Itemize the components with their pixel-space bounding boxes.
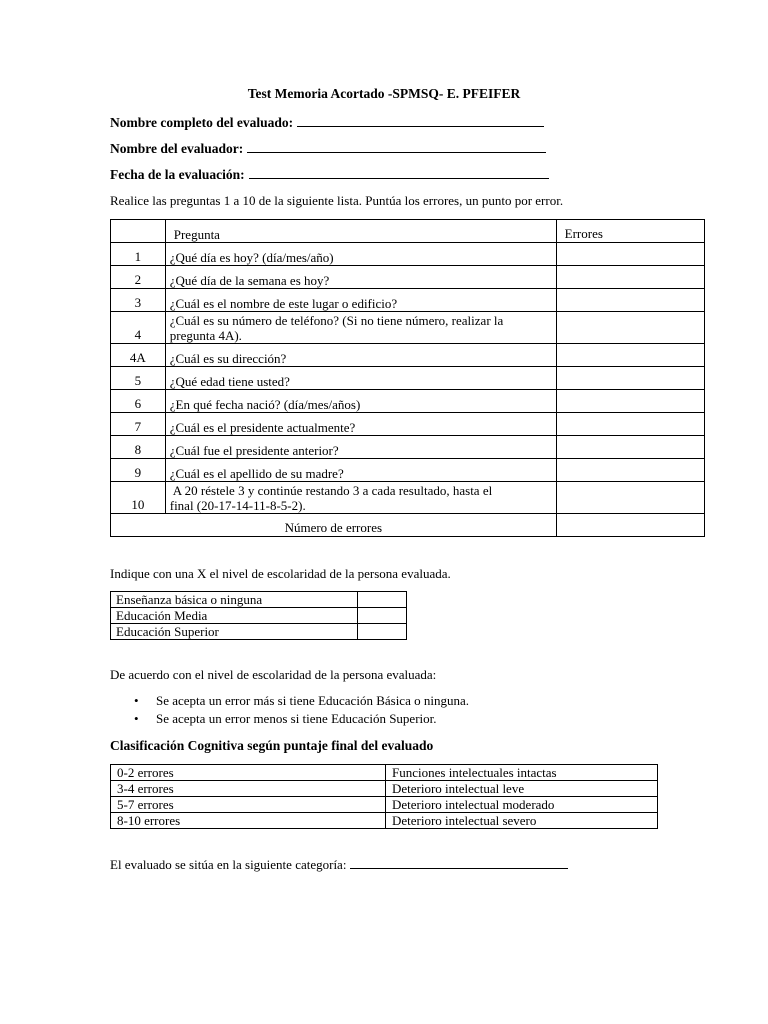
errors-cell[interactable] bbox=[556, 390, 704, 413]
errors-cell[interactable] bbox=[556, 344, 704, 367]
list-item bbox=[110, 692, 469, 710]
error-range: 0-2 errores bbox=[111, 765, 386, 781]
question-text bbox=[165, 413, 556, 436]
question-line: ¿Cuál fue el presidente anterior? bbox=[169, 443, 339, 458]
cognitive-result: Funciones intelectuales intactas bbox=[386, 765, 658, 781]
blank-line[interactable] bbox=[297, 114, 544, 127]
education-level: Educación Media bbox=[111, 608, 358, 624]
blank-line[interactable] bbox=[249, 166, 549, 179]
education-mark-cell[interactable] bbox=[358, 608, 407, 624]
cognitive-result: Deterioro intelectual severo bbox=[386, 813, 658, 829]
errors-cell[interactable] bbox=[556, 367, 704, 390]
question-line: final (20-17-14-11-8-5-2). bbox=[169, 498, 306, 513]
cognitive-result: Deterioro intelectual moderado bbox=[386, 797, 658, 813]
bullet-icon: • bbox=[134, 711, 139, 726]
table-row bbox=[111, 390, 705, 413]
education-level: Educación Superior bbox=[111, 624, 358, 640]
table-row bbox=[111, 367, 705, 390]
table-row bbox=[111, 608, 407, 624]
table-header-row bbox=[111, 220, 705, 243]
question-line: A 20 réstele 3 y continúe restando 3 a cada resultado, hasta el bbox=[172, 483, 493, 498]
field-fecha-evaluacion bbox=[110, 166, 549, 183]
question-text bbox=[165, 367, 556, 390]
errors-cell[interactable] bbox=[556, 436, 704, 459]
errors-cell[interactable] bbox=[556, 312, 704, 344]
question-number: 9 bbox=[111, 459, 166, 482]
bullet-icon: • bbox=[134, 693, 139, 708]
errors-cell[interactable] bbox=[556, 289, 704, 312]
header-pregunta: Pregunta bbox=[165, 220, 556, 243]
education-mark-cell[interactable] bbox=[358, 592, 407, 608]
question-line: ¿Qué día de la semana es hoy? bbox=[169, 273, 330, 288]
blank-line[interactable] bbox=[350, 856, 568, 869]
field-nombre-evaluador bbox=[110, 140, 546, 157]
error-range: 5-7 errores bbox=[111, 797, 386, 813]
question-number: 4 bbox=[111, 312, 166, 344]
table-row bbox=[111, 781, 658, 797]
errors-cell[interactable] bbox=[556, 266, 704, 289]
errors-cell[interactable] bbox=[556, 459, 704, 482]
question-number: 7 bbox=[111, 413, 166, 436]
list-item bbox=[110, 710, 469, 728]
table-row bbox=[111, 482, 705, 514]
field-label: Nombre del evaluador: bbox=[110, 141, 244, 156]
question-number: 8 bbox=[111, 436, 166, 459]
question-text bbox=[165, 266, 556, 289]
final-category-label: El evaluado se sitúa en la siguiente categoría: bbox=[110, 857, 347, 872]
table-row bbox=[111, 413, 705, 436]
question-text bbox=[165, 243, 556, 266]
education-mark-cell[interactable] bbox=[358, 624, 407, 640]
question-text bbox=[165, 459, 556, 482]
instructions: Realice las preguntas 1 a 10 de la siguiente lista. Puntúa los errores, un punto por error. bbox=[110, 193, 564, 208]
question-number: 5 bbox=[111, 367, 166, 390]
classification-title: Clasificación Cognitiva según puntaje final del evaluado bbox=[110, 738, 434, 753]
table-row bbox=[111, 344, 705, 367]
adjust-rules-list bbox=[110, 692, 469, 728]
total-errors-label: Número de errores bbox=[111, 514, 557, 537]
question-number: 2 bbox=[111, 266, 166, 289]
question-line: ¿Qué edad tiene usted? bbox=[169, 374, 290, 389]
blank-line[interactable] bbox=[247, 140, 546, 153]
question-line: pregunta 4A). bbox=[169, 328, 242, 343]
question-line: ¿Cuál es el presidente actualmente? bbox=[169, 420, 356, 435]
table-row bbox=[111, 765, 658, 781]
document-title: Test Memoria Acortado -SPMSQ- E. PFEIFER bbox=[247, 86, 521, 101]
question-line: ¿Cuál es el nombre de este lugar o edificio? bbox=[169, 296, 398, 311]
header-errores: Errores bbox=[556, 220, 704, 243]
question-text bbox=[165, 482, 556, 514]
table-row bbox=[111, 459, 705, 482]
table-row bbox=[111, 592, 407, 608]
errors-cell[interactable] bbox=[556, 243, 704, 266]
classification-table bbox=[110, 764, 658, 829]
question-text bbox=[165, 312, 556, 344]
question-text bbox=[165, 289, 556, 312]
education-level: Enseñanza básica o ninguna bbox=[111, 592, 358, 608]
field-nombre-evaluado bbox=[110, 114, 544, 131]
education-prompt: Indique con una X el nivel de escolaridad de la persona evaluada. bbox=[110, 566, 451, 581]
table-row bbox=[111, 797, 658, 813]
table-row bbox=[111, 813, 658, 829]
question-text bbox=[165, 390, 556, 413]
table-row bbox=[111, 624, 407, 640]
question-number: 6 bbox=[111, 390, 166, 413]
error-range: 8-10 errores bbox=[111, 813, 386, 829]
question-number: 3 bbox=[111, 289, 166, 312]
table-row bbox=[111, 436, 705, 459]
table-row bbox=[111, 289, 705, 312]
table-row bbox=[111, 243, 705, 266]
question-number: 10 bbox=[111, 482, 166, 514]
question-line: ¿Cuál es su número de teléfono? (Si no tiene número, realizar la bbox=[169, 313, 504, 328]
question-line: ¿En qué fecha nació? (día/mes/años) bbox=[169, 397, 361, 412]
question-number: 4A bbox=[111, 344, 166, 367]
field-label: Nombre completo del evaluado: bbox=[110, 115, 294, 130]
errors-cell[interactable] bbox=[556, 482, 704, 514]
error-range: 3-4 errores bbox=[111, 781, 386, 797]
table-row bbox=[111, 266, 705, 289]
rule-text: Se acepta un error más si tiene Educación Básica o ninguna. bbox=[156, 693, 469, 708]
question-line: ¿Qué día es hoy? (día/mes/año) bbox=[169, 250, 334, 265]
question-line: ¿Cuál es el apellido de su madre? bbox=[169, 466, 344, 481]
total-row bbox=[111, 514, 705, 537]
final-category-field bbox=[110, 856, 568, 873]
education-table bbox=[110, 591, 407, 640]
question-text bbox=[165, 436, 556, 459]
errors-cell[interactable] bbox=[556, 413, 704, 436]
question-line: ¿Cuál es su dirección? bbox=[169, 351, 287, 366]
adjust-intro: De acuerdo con el nivel de escolaridad de la persona evaluada: bbox=[110, 667, 437, 682]
table-row bbox=[111, 312, 705, 344]
questions-table bbox=[110, 219, 705, 537]
rule-text: Se acepta un error menos si tiene Educación Superior. bbox=[156, 711, 437, 726]
question-number: 1 bbox=[111, 243, 166, 266]
header-num-cell bbox=[111, 220, 166, 243]
question-text bbox=[165, 344, 556, 367]
total-errors-cell[interactable] bbox=[556, 514, 704, 537]
field-label: Fecha de la evaluación: bbox=[110, 167, 245, 182]
cognitive-result: Deterioro intelectual leve bbox=[386, 781, 658, 797]
